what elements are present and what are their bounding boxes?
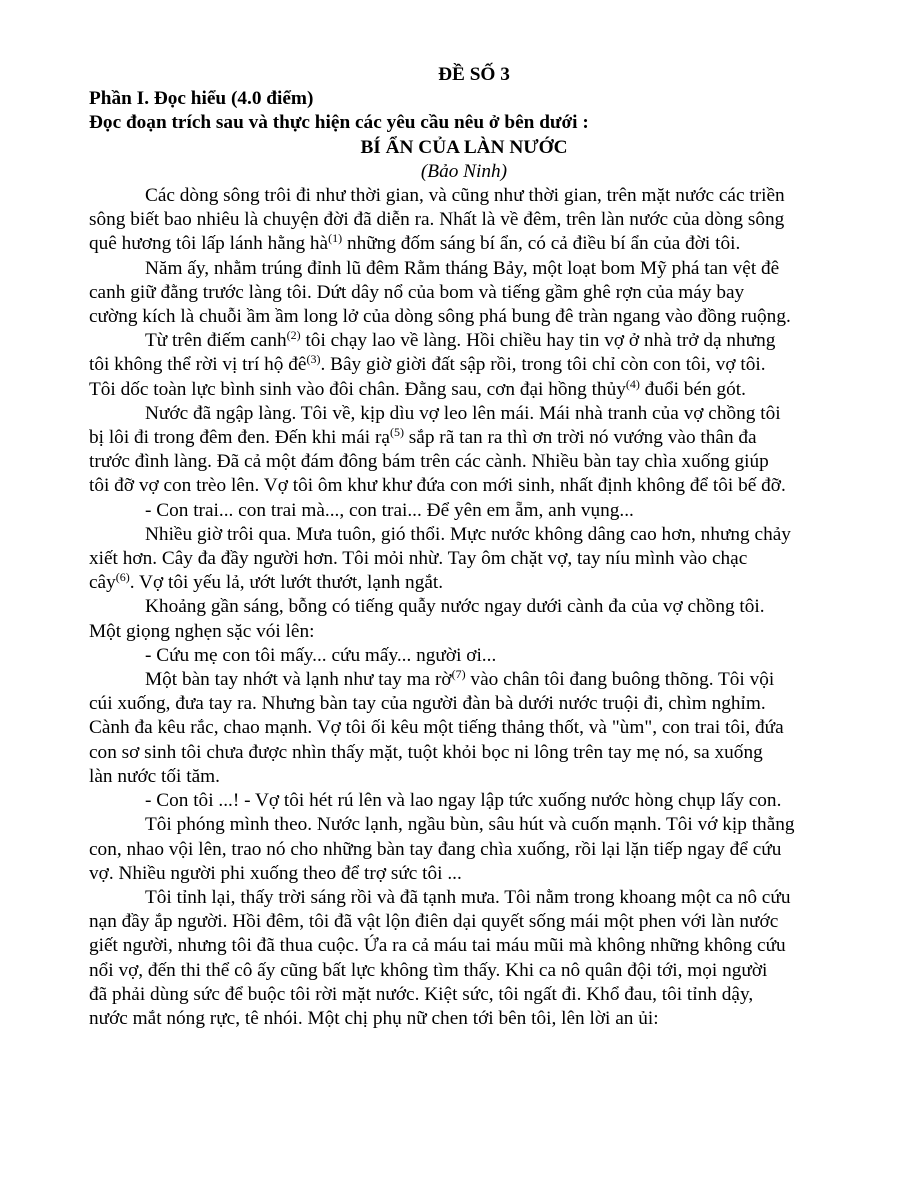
text-line: Tôi phóng mình theo. Nước lạnh, ngầu bùn, sâu hút và cuốn mạnh. Tôi vớ kịp thằng [145, 814, 795, 836]
text-line: Năm ấy, nhằm trúng đỉnh lũ đêm Rằm tháng Bảy, một loạt bom Mỹ phá tan vệt đê [145, 257, 780, 279]
text-line: Một bàn tay nhớt và lạnh như tay ma rờ$^{(7)}$ vào chân tôi đang buông thõng. Tôi vội [145, 667, 775, 691]
text-line: đã phải dùng sức để buộc tôi rời mặt nước. Kiệt sức, tôi ngất đi. Khổ đau, tôi tỉnh dậy, [89, 983, 754, 1005]
text-line: làn nước tối tăm. [89, 765, 220, 787]
section-heading: Phần I. Đọc hiểu (4.0 điểm) [89, 88, 314, 110]
text-line: xiết hơn. Cây đa đầy người hơn. Tôi mỏi nhừ. Tay ôm chặt vợ, tay níu mình vào chạc [89, 548, 748, 570]
paragraph [89, 184, 839, 257]
text-line: Nước đã ngập làng. Tôi về, kịp dìu vợ leo lên mái. Mái nhà tranh của vợ chồng tôi [145, 402, 781, 424]
text-line: Tôi dốc toàn lực bình sinh vào đôi chân. Đằng sau, cơn đại hồng thủy$^{(4)}$ đuổi bén gót. [89, 376, 746, 400]
exam-title: ĐỀ SỐ 3 [438, 64, 510, 85]
story-author: (Bảo Ninh) [420, 160, 508, 182]
text-line: - Con tôi ...! - Vợ tôi hét rú lên và lao ngay lập tức xuống nước hòng chụp lấy con. [145, 790, 782, 812]
text-line: cường kích là chuỗi ầm ầm long lở của dòng sông phá bung đê tràn ngang vào đồng ruộng. [89, 306, 791, 328]
text-line: tôi không thể rời vị trí hộ $đê^{(3)}$. Bây giờ giời đất sập rồi, trong tôi chỉ còn con tôi, vợ tôi. [89, 352, 766, 376]
text-line: - Cứu mẹ con tôi mấy... cứu mấy... người ơi... [145, 644, 497, 666]
text-line: nạn đầy ắp người. Hồi đêm, tôi đã vật lộn điên dại quyết sống mái một phen với làn nước [89, 911, 779, 933]
paragraph [89, 595, 839, 643]
text-line: Nhiều giờ trôi qua. Mưa tuôn, gió thổi. Mực nước không dâng cao hơn, nhưng chảy [145, 523, 791, 545]
text-line: nước mắt nóng rực, tê nhói. Một chị phụ nữ chen tới bên tôi, lên lời an ủi: [89, 1007, 659, 1029]
paragraph [89, 329, 839, 402]
instruction-text: Đọc đoạn trích sau và thực hiện các yêu cầu nêu ở bên dưới : [89, 112, 589, 134]
text-line: bị lôi đi trong đêm đen. Đến khi mái rạ$^{(5)}$ sắp rã tan ra thì ơn trời nó vướng vào thân đa [89, 425, 757, 449]
text-line: - Con trai... con trai mà..., con trai... Để yên em ẵm, anh vụng... [145, 499, 634, 521]
text-line: Khoảng gần sáng, bỗng có tiếng quẫy nước ngay dưới cành đa của vợ chồng tôi. [145, 596, 765, 618]
text-line: Tôi tỉnh lại, thấy trời sáng rồi và đã tạnh mưa. Tôi nằm trong khoang một ca nô cứu [145, 886, 791, 908]
paragraph [89, 402, 839, 499]
text-line: giết người, nhưng tôi đã thua cuộc. Ứa ra cả máu tai máu mũi mà không những không cứu [89, 935, 786, 957]
paragraph [89, 499, 839, 523]
document-page [89, 63, 839, 1031]
text-line: Từ trên điếm canh$^{(2)}$ tôi chạy lao về làng. Hồi chiều hay tin vợ ở nhà trở dạ nhưng [145, 328, 776, 352]
text-line: Một giọng nghẹn sặc vói lên: [89, 620, 315, 642]
text-line: cúi xuống, đưa tay ra. Nhưng bàn tay của người đàn bà dưới nước truội đi, chìm nghỉm. [89, 693, 766, 715]
paragraph [89, 523, 839, 596]
text-line: con, nhao vội lên, trao nó cho những bàn tay đang chìa xuống, rồi lại lặn tiếp ngay để cứu [89, 838, 782, 860]
text-line: canh giữ đằng trước làng tôi. Dứt dây nổ của bom và tiếng gầm ghê rợn của máy bay [89, 281, 745, 303]
text-line: con sơ sinh tôi chưa được nhìn thấy mặt, tuột khỏi bọc ni lông trên tay mẹ nó, sa xuống [89, 741, 763, 763]
text-line: Cành đa kêu rắc, chao mạnh. Vợ tôi ối kêu một tiếng thảng thốt, và "ùm", con trai tôi, đứa [89, 717, 784, 739]
text-line: cây$^{(6)}$. Vợ tôi yếu lả, ướt lướt thướt, lạnh ngắt. [89, 570, 444, 594]
paragraph [89, 886, 839, 1031]
paragraph [89, 668, 839, 789]
paragraph [89, 789, 839, 813]
text-line: Các dòng sông trôi đi như thời gian, và cũng như thời gian, trên mặt nước các triền [145, 185, 785, 207]
text-line: quê hương tôi lấp lánh hằng $hà^{(1)}$ những đốm sáng bí ẩn, có cả điều bí ẩn của đời tôi. [89, 231, 741, 255]
text-line: trước đình làng. Đã cả một đám đông bám trên các cành. Nhiều bàn tay chìa xuống giúp [89, 451, 769, 473]
paragraph [89, 813, 839, 886]
story-title: BÍ ẨN CỦA LÀN NƯỚC [360, 136, 568, 158]
text-line: nổi vợ, đến thi thể cô ấy cũng bất lực không tìm thấy. Khi ca nô quân đội tới, mọi người [89, 959, 768, 981]
story-body [89, 184, 839, 1031]
text-line: vợ. Nhiều người phi xuống theo để trợ sức tôi ... [89, 862, 462, 884]
paragraph [89, 644, 839, 668]
text-line: tôi đỡ vợ con trèo lên. Vợ tôi ôm khư khư đứa con mới sinh, nhất định không để tôi bế đỡ. [89, 475, 786, 497]
text-line: sông biết bao nhiêu là chuyện đời đã diễn ra. Nhất là về đêm, trên làn nước của dòng sông [89, 209, 785, 231]
paragraph [89, 257, 839, 330]
